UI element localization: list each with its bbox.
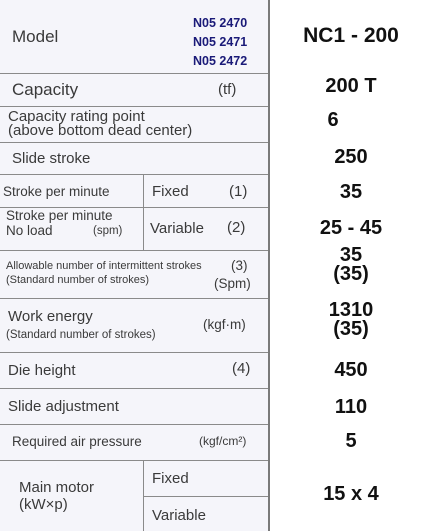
- intermittent-unit: (Spm): [214, 276, 251, 291]
- rating-point-value: 6: [327, 109, 339, 131]
- model-code: N05 2472: [193, 54, 248, 68]
- column-divider: [143, 174, 144, 250]
- column-divider: [143, 460, 144, 531]
- capacity-label: Capacity: [12, 80, 79, 99]
- row-divider: [0, 142, 268, 143]
- spm-variable-label: Stroke per minute: [6, 208, 113, 223]
- spm-fixed-note: (1): [229, 183, 248, 200]
- spm-variable-sub: Variable: [150, 220, 204, 237]
- model-label: Model: [12, 27, 59, 46]
- capacity-value: 200 T: [325, 75, 377, 97]
- model-code: N05 2470: [193, 16, 248, 30]
- row-divider: [0, 174, 268, 175]
- work-energy-value: 1310: [328, 299, 374, 321]
- work-energy-standard-value: (35): [333, 318, 369, 340]
- spm-fixed-label: Stroke per minute: [3, 184, 110, 199]
- row-divider: [0, 388, 268, 389]
- air-pressure-unit: (kgf/cm²): [199, 434, 247, 448]
- die-height-note: (4): [232, 360, 251, 377]
- row-divider: [0, 352, 268, 353]
- row-divider: [0, 250, 268, 251]
- work-energy-sublabel: (Standard number of strokes): [6, 329, 156, 341]
- work-energy-unit: (kgf·m): [203, 317, 246, 332]
- main-motor-variable: Variable: [152, 507, 206, 524]
- die-height-label: Die height: [8, 362, 76, 379]
- intermittent-standard-value: (35): [333, 263, 369, 285]
- spm-variable-note: (2): [227, 219, 246, 236]
- row-divider: [0, 298, 268, 299]
- die-height-value: 450: [334, 359, 368, 381]
- row-divider: [0, 73, 268, 74]
- main-motor-value: 15 x 4: [323, 483, 379, 505]
- air-pressure-value: 5: [345, 430, 357, 452]
- rating-point-label: Capacity rating point: [8, 108, 145, 125]
- row-divider: [0, 424, 268, 425]
- capacity-unit: (tf): [218, 81, 237, 98]
- air-pressure-label: Required air pressure: [12, 434, 142, 449]
- rating-point-sublabel: (above bottom dead center): [8, 122, 193, 139]
- intermittent-note: (3): [231, 258, 248, 273]
- spm-variable-unit: (spm): [93, 225, 123, 237]
- intermittent-value: 35: [339, 244, 363, 266]
- slide-adjustment-label: Slide adjustment: [8, 398, 119, 415]
- main-motor-fixed: Fixed: [152, 470, 189, 487]
- intermittent-label: Allowable number of intermittent strokes: [6, 260, 202, 272]
- work-energy-label: Work energy: [8, 308, 93, 325]
- main-motor-unit: (kW×p): [19, 496, 68, 513]
- row-divider: [0, 106, 268, 107]
- model-value: NC1 - 200: [303, 24, 399, 47]
- row-divider: [143, 496, 268, 497]
- row-divider: [0, 460, 268, 461]
- spm-fixed-sub: Fixed: [152, 183, 189, 200]
- slide-adjustment-value: 110: [334, 396, 368, 418]
- spm-fixed-value: 35: [339, 181, 363, 203]
- slide-stroke-label: Slide stroke: [12, 150, 91, 167]
- model-codes: [193, 14, 263, 71]
- slide-stroke-value: 250: [334, 146, 368, 168]
- model-code: N05 2471: [193, 35, 248, 49]
- intermittent-sublabel: (Standard number of strokes): [6, 274, 150, 286]
- main-motor-label: Main motor: [19, 479, 95, 496]
- spm-variable-noload: No load: [6, 223, 53, 238]
- spm-variable-value: 25 - 45: [319, 217, 383, 239]
